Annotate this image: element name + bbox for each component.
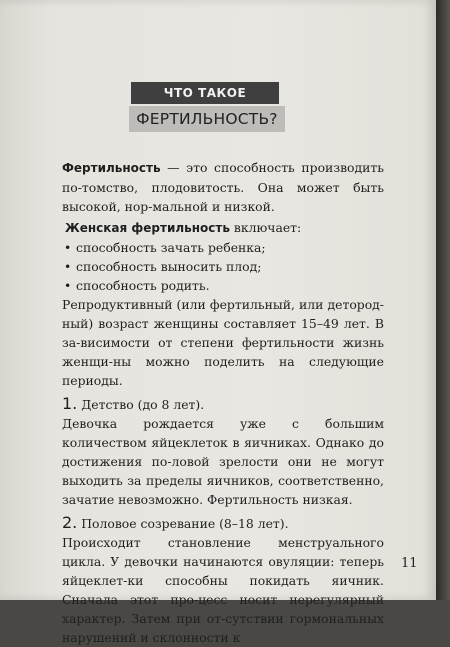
period-2-text: Происходит становление менструального цикла. У девочки начинаются овуляции: теперь яйцеклет-ки способны покидать яичник. Сначала этот про-цесс носит нерегулярный характер. Затем при от-сутствии гормональных нарушений и склонности к bbox=[62, 535, 384, 645]
intro-paragraph bbox=[62, 158, 384, 216]
period-2-heading bbox=[62, 513, 384, 533]
period-1-title: Детство (до 8 лет). bbox=[81, 397, 205, 412]
period-2-number: 2. bbox=[62, 513, 78, 532]
period-1-number: 1. bbox=[62, 394, 78, 413]
period-1-heading bbox=[62, 394, 384, 414]
female-paragraph bbox=[62, 218, 384, 238]
list-item: • способность зачать ребенка; bbox=[62, 238, 384, 257]
list-item: • способность выносить плод; bbox=[62, 257, 384, 276]
page-number: 11 bbox=[401, 556, 418, 571]
reproductive-paragraph: Репродуктивный (или фертильный, или детород-ный) возраст женщины составляет 15–49 лет. В за-висимости от степени фертильности жизнь женщи-ны можно поделить на следующие периоды. bbox=[62, 297, 384, 388]
period-1-text: Девочка рождается уже с большим количеством яйцеклеток в яичниках. Однако до достижения по-ловой зрелости они не могут выходить за пределы яичников, соответственно, зачатие невозможно. Фертильность низкая. bbox=[62, 416, 384, 507]
heading-line-1: ЧТО ТАКОЕ bbox=[163, 86, 247, 100]
list-item: • способность родить. bbox=[62, 276, 384, 295]
intro-term: Фертильность bbox=[62, 161, 161, 175]
period-2-title: Половое созревание (8–18 лет). bbox=[81, 516, 289, 531]
female-term: Женская фертильность bbox=[65, 221, 230, 235]
female-bullet-list bbox=[62, 238, 384, 295]
female-text: включает: bbox=[229, 220, 302, 235]
heading-line-2: ФЕРТИЛЬНОСТЬ? bbox=[129, 106, 285, 132]
intro-text: — это способность производить по-томство, плодовитость. Она может быть высокой, нор-мальной и низкой. bbox=[62, 160, 384, 214]
page-edge-shadow bbox=[436, 0, 450, 600]
body-text bbox=[62, 158, 384, 647]
